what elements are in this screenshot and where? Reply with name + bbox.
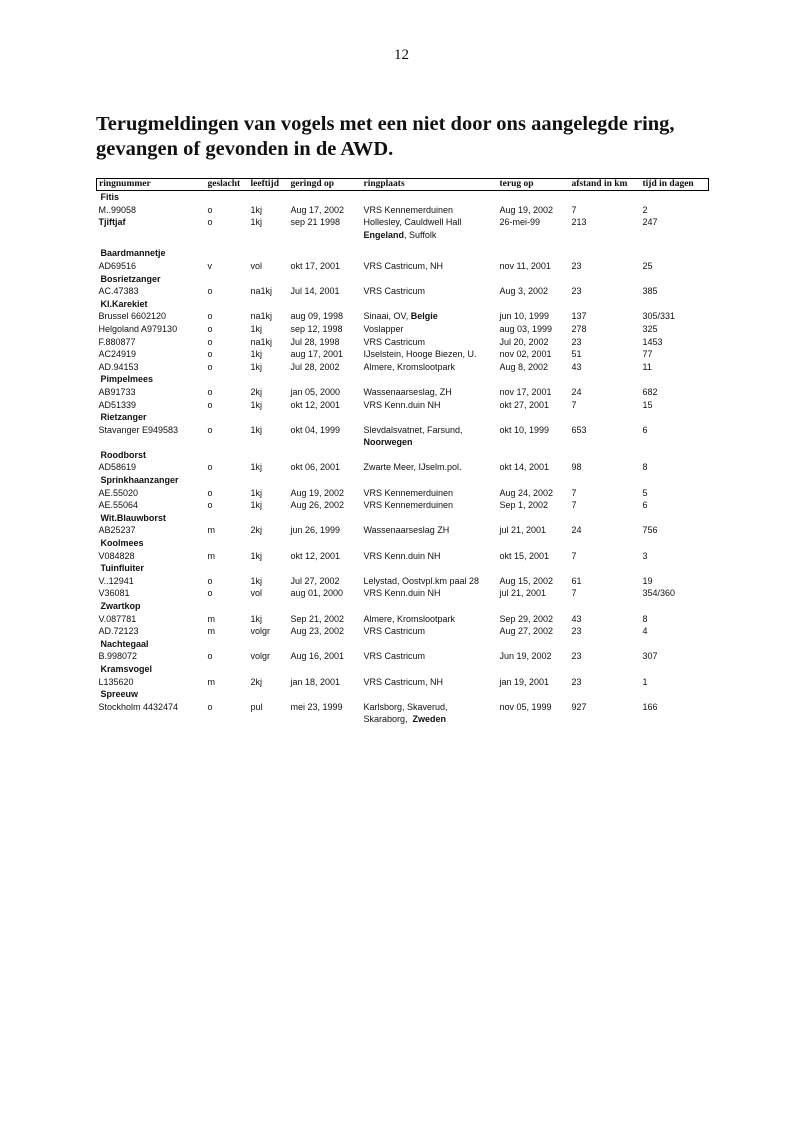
ring-recoveries-table <box>96 178 709 726</box>
cell-time-days: 19 <box>642 575 653 586</box>
cell-ring-number: AD69516 <box>98 260 137 271</box>
cell-ringed-date: Aug 17, 2002 <box>290 204 345 215</box>
cell-time-days: 8 <box>642 613 648 624</box>
empty-cell <box>249 436 289 449</box>
cell-time-days: 305/331 <box>642 311 676 322</box>
species-heading-row <box>97 562 709 575</box>
table-row <box>97 524 709 537</box>
cell-recovery-date: Aug 24, 2002 <box>499 487 554 498</box>
cell-age: na1kj <box>250 336 273 347</box>
cell-ring-number: Helgoland A979130 <box>98 323 178 334</box>
cell-ring-number: AD51339 <box>98 399 137 410</box>
table-row <box>97 216 709 229</box>
cell-ring-location: VRS Kenn.duin NH <box>363 399 441 410</box>
cell-ringed-date: jan 18, 2001 <box>290 676 341 687</box>
cell-recovery-date: jun 10, 1999 <box>499 311 550 322</box>
empty-cell <box>249 713 289 726</box>
cell-ring-number: AC.47383 <box>98 286 139 297</box>
cell-age: 2kj <box>250 386 263 397</box>
species-name: Zwartkop <box>100 601 141 611</box>
species-heading-row <box>97 191 709 204</box>
table-row <box>97 499 709 512</box>
cell-ringed-date: aug 09, 1998 <box>290 311 344 322</box>
cell-sex: o <box>207 217 213 228</box>
table-row <box>97 550 709 563</box>
cell-ringed-date: Aug 23, 2002 <box>290 626 345 637</box>
cell-recovery-date: nov 11, 2001 <box>499 260 551 271</box>
species-name: Spreeuw <box>100 689 139 700</box>
table-row <box>97 260 709 273</box>
cell-age: 1kj <box>250 361 263 372</box>
ring-location-continuation <box>362 713 709 726</box>
cell-age: 1kj <box>250 204 263 215</box>
cell-recovery-date: Aug 3, 2002 <box>499 286 549 297</box>
cell-ring-location: VRS Castricum <box>363 626 426 637</box>
cell-age: 1kj <box>250 500 263 511</box>
cell-recovery-date: Aug 8, 2002 <box>499 361 549 372</box>
table-row <box>97 587 709 600</box>
species-heading-row <box>97 638 709 651</box>
cell-distance-km: 7 <box>571 500 577 511</box>
cell-sex: o <box>207 399 213 410</box>
cell-ring-location: Hollesley, Cauldwell Hall <box>363 217 462 228</box>
cell-ring-location: VRS Castricum, NH <box>363 676 444 687</box>
empty-cell <box>97 436 206 449</box>
cell-sex: m <box>207 626 215 637</box>
cell-time-days: 77 <box>642 349 653 360</box>
cell-time-days: 1 <box>642 676 648 687</box>
cell-recovery-date: Aug 19, 2002 <box>499 204 554 215</box>
table-row <box>97 285 709 298</box>
cell-time-days: 3 <box>642 550 648 561</box>
cell-ring-location: VRS Kennemerduinen <box>363 500 454 511</box>
cell-distance-km: 23 <box>571 336 582 347</box>
cell-age: 1kj <box>250 575 263 586</box>
cell-ringed-date: Jul 14, 2001 <box>290 286 340 297</box>
cell-ringed-date: okt 12, 2001 <box>290 399 341 410</box>
cell-sex: m <box>207 676 215 687</box>
cell-distance-km: 61 <box>571 575 582 586</box>
page-title: Terugmeldingen van vogels met een niet door ons aangelegde ring, gevangen of gevonden in de AWD. <box>96 113 675 160</box>
cell-ring-location: VRS Kenn.duin NH <box>363 588 441 599</box>
cell-time-days: 2 <box>642 204 648 215</box>
species-name: Nachtegaal <box>100 638 149 649</box>
cell-sex: o <box>207 462 213 473</box>
cell-ring-number: V..12941 <box>98 575 134 586</box>
country-name: Zweden <box>412 714 447 725</box>
cell-age: 1kj <box>250 349 263 360</box>
cell-ringed-date: jan 05, 2000 <box>290 386 341 397</box>
cell-sex: o <box>207 701 213 712</box>
species-heading-row <box>97 449 709 462</box>
location-prefix: Skaraborg, <box>363 714 413 725</box>
cell-ring-location: Karlsborg, Skaverud, <box>363 701 448 712</box>
species-name: Kl.Karekiet <box>100 298 148 309</box>
cell-ringed-date: aug 17, 2001 <box>290 349 344 360</box>
cell-time-days: 25 <box>642 260 653 271</box>
ring-location-text: Sinaai, OV, <box>363 311 411 322</box>
species-heading-row <box>97 512 709 525</box>
cell-ringed-date: mei 23, 1999 <box>290 701 343 712</box>
cell-age: na1kj <box>250 286 273 297</box>
location-continuation-row <box>97 713 709 726</box>
cell-ring-number: L135620 <box>98 676 134 687</box>
species-heading-row <box>97 298 709 311</box>
cell-ring-number: Brussel 6602120 <box>98 311 167 322</box>
cell-ring-location: VRS Kennemerduinen <box>363 487 454 498</box>
cell-recovery-date: nov 02, 2001 <box>499 349 552 360</box>
cell-ringed-date: okt 06, 2001 <box>290 462 341 473</box>
location-continuation-row <box>97 436 709 449</box>
cell-ring-location: Slevdalsvatnet, Farsund, <box>363 424 463 435</box>
cell-age: 1kj <box>250 487 263 498</box>
empty-cell <box>97 229 206 242</box>
cell-ring-location: Lelystad, Oostvpl.km paal 28 <box>363 575 480 586</box>
species-name: Wit.Blauwborst <box>100 512 166 523</box>
species-heading-row <box>97 373 709 386</box>
species-heading-row <box>97 273 709 286</box>
cell-ringed-date: Aug 16, 2001 <box>290 651 345 662</box>
table-row <box>97 348 709 361</box>
table-row <box>97 613 709 626</box>
page-number: 12 <box>394 47 409 63</box>
table-row <box>97 461 709 474</box>
cell-ring-number: M..99058 <box>98 204 137 215</box>
cell-ringed-date: Jul 28, 1998 <box>290 336 340 347</box>
species-name: Baardmannetje <box>100 248 166 259</box>
cell-sex: m <box>207 525 215 536</box>
cell-ring-number: AD58619 <box>98 462 137 473</box>
cell-ring-number: F.880877 <box>98 336 136 347</box>
cell-recovery-date: 26-mei-99 <box>499 217 541 228</box>
cell-sex: o <box>207 204 213 215</box>
ring-location-continuation <box>362 229 709 242</box>
cell-time-days: 682 <box>642 386 658 397</box>
cell-ring-number: AB25237 <box>98 525 136 536</box>
table-row <box>97 386 709 399</box>
cell-sex: m <box>207 613 215 624</box>
cell-recovery-date: jul 21, 2001 <box>499 525 547 536</box>
cell-recovery-date: Sep 29, 2002 <box>499 613 554 624</box>
species-heading-row <box>97 600 709 613</box>
table-row <box>97 701 709 714</box>
cell-distance-km: 43 <box>571 613 582 624</box>
cell-ringed-date: sep 21 1998 <box>290 217 341 228</box>
cell-distance-km: 43 <box>571 361 582 372</box>
cell-ring-location: VRS Kennemerduinen <box>363 204 454 215</box>
table-row <box>97 323 709 336</box>
empty-cell <box>249 229 289 242</box>
species-heading-row <box>97 663 709 676</box>
location-suffix: , Suffolk <box>404 229 437 240</box>
table-header-row <box>97 179 709 191</box>
cell-distance-km: 23 <box>571 676 582 687</box>
cell-distance-km: 24 <box>571 386 582 397</box>
column-header-geslacht: geslacht <box>206 179 249 191</box>
cell-sex: o <box>207 487 213 498</box>
cell-distance-km: 7 <box>571 399 577 410</box>
cell-age: 1kj <box>250 323 263 334</box>
species-heading-row <box>97 688 709 701</box>
cell-sex: m <box>207 550 215 561</box>
cell-ring-location: Voslapper <box>363 323 404 334</box>
cell-sex: o <box>207 311 213 322</box>
cell-time-days: 11 <box>642 361 652 372</box>
column-header-leeftijd: leeftijd <box>249 179 289 191</box>
cell-ring-location: Almere, Kromslootpark <box>363 613 456 624</box>
cell-sex: o <box>207 500 213 511</box>
cell-sex: o <box>207 349 213 360</box>
cell-recovery-date: okt 15, 2001 <box>499 550 550 561</box>
species-heading-row <box>97 247 709 260</box>
cell-recovery-date: jan 19, 2001 <box>499 676 550 687</box>
cell-sex: o <box>207 386 213 397</box>
cell-time-days: 166 <box>642 701 658 712</box>
empty-cell <box>289 713 362 726</box>
species-heading-row <box>97 411 709 424</box>
cell-time-days: 325 <box>642 323 658 334</box>
empty-cell <box>206 713 249 726</box>
empty-cell <box>289 229 362 242</box>
species-heading-row <box>97 474 709 487</box>
cell-recovery-date: okt 14, 2001 <box>499 462 550 473</box>
cell-distance-km: 51 <box>571 349 582 360</box>
species-name: Bosrietzanger <box>100 273 161 284</box>
empty-cell <box>206 436 249 449</box>
cell-distance-km: 23 <box>571 626 582 637</box>
cell-distance-km: 7 <box>571 550 577 561</box>
species-name: Pimpelmees <box>100 374 154 385</box>
cell-sex: o <box>207 286 213 297</box>
species-heading-row <box>97 537 709 550</box>
cell-ring-number: AB91733 <box>98 386 136 397</box>
cell-distance-km: 23 <box>571 651 582 662</box>
table-row <box>97 650 709 663</box>
cell-distance-km: 98 <box>571 462 582 473</box>
cell-recovery-date: okt 10, 1999 <box>499 424 550 435</box>
cell-distance-km: 23 <box>571 260 582 271</box>
cell-distance-km: 278 <box>571 323 587 334</box>
cell-ringed-date: Sep 21, 2002 <box>290 613 345 624</box>
cell-time-days: 1453 <box>642 336 663 347</box>
country-name: Engeland <box>363 229 405 240</box>
cell-ring-number: AD.72123 <box>98 626 139 637</box>
cell-age: 1kj <box>250 399 263 410</box>
cell-distance-km: 24 <box>571 525 582 536</box>
cell-ring-location: Almere, Kromslootpark <box>363 361 456 372</box>
cell-age: 1kj <box>250 613 263 624</box>
cell-age: 1kj <box>250 462 263 473</box>
cell-time-days: 756 <box>642 525 658 536</box>
cell-ring-location: IJselstein, Hooge Biezen, U. <box>363 349 477 360</box>
cell-ringed-date: Aug 19, 2002 <box>290 487 345 498</box>
location-continuation-row <box>97 229 709 242</box>
species-name: Rietzanger <box>100 412 147 423</box>
cell-ring-location: Wassenaarseslag ZH <box>363 525 450 536</box>
cell-age: na1kj <box>250 311 273 322</box>
column-header-tijd: tijd in dagen <box>641 179 709 191</box>
empty-cell <box>289 436 362 449</box>
cell-distance-km: 213 <box>571 217 587 228</box>
cell-sex: o <box>207 588 213 599</box>
species-name: Kramsvogel <box>100 663 153 674</box>
cell-recovery-date: okt 27, 2001 <box>499 399 550 410</box>
cell-ring-location: VRS Kenn.duin NH <box>363 550 441 561</box>
table-row <box>97 625 709 638</box>
cell-age: 2kj <box>250 525 263 536</box>
cell-ringed-date: okt 12, 2001 <box>290 550 341 561</box>
table-row <box>97 204 709 217</box>
cell-sex: o <box>207 424 213 435</box>
cell-ringed-date: sep 12, 1998 <box>290 323 343 334</box>
country-name: Belgie <box>410 311 438 322</box>
cell-ring-number: AD.94153 <box>98 361 139 372</box>
cell-time-days: 6 <box>642 424 648 435</box>
cell-distance-km: 137 <box>571 311 587 322</box>
cell-age: pul <box>250 701 263 712</box>
cell-recovery-date: Sep 1, 2002 <box>499 500 549 511</box>
cell-time-days: 385 <box>642 286 658 297</box>
cell-ringed-date: okt 04, 1999 <box>290 424 341 435</box>
cell-time-days: 247 <box>642 217 658 228</box>
cell-ring-number: V084828 <box>98 550 135 561</box>
cell-ring-location: Wassenaarseslag, ZH <box>363 386 452 397</box>
cell-age: volgr <box>250 651 271 662</box>
cell-distance-km: 653 <box>571 424 587 435</box>
cell-ringed-date: Jul 27, 2002 <box>290 575 340 586</box>
column-header-geringd-op: geringd op <box>289 179 362 191</box>
column-header-ringplaats: ringplaats <box>362 179 498 191</box>
cell-recovery-date: Aug 27, 2002 <box>499 626 554 637</box>
cell-recovery-date: nov 05, 1999 <box>499 701 552 712</box>
cell-time-days: 15 <box>642 399 653 410</box>
cell-recovery-date: nov 17, 2001 <box>499 386 552 397</box>
cell-ringed-date: Jul 28, 2002 <box>290 361 340 372</box>
cell-ring-number: B.998072 <box>98 651 138 662</box>
cell-ringed-date: aug 01, 2000 <box>290 588 344 599</box>
table-row <box>97 487 709 500</box>
cell-recovery-date: aug 03, 1999 <box>499 323 553 334</box>
cell-time-days: 354/360 <box>642 588 676 599</box>
cell-distance-km: 23 <box>571 286 582 297</box>
cell-age: 1kj <box>250 424 263 435</box>
cell-time-days: 8 <box>642 462 648 473</box>
cell-ring-location: VRS Castricum <box>363 286 426 297</box>
table-row <box>97 361 709 374</box>
cell-time-days: 307 <box>642 651 658 662</box>
table-row <box>97 310 709 323</box>
cell-ring-location: Zwarte Meer, IJselm.pol. <box>363 462 462 473</box>
cell-sex: o <box>207 336 213 347</box>
cell-recovery-date: Aug 15, 2002 <box>499 575 554 586</box>
cell-ring-number: Stockholm 4432474 <box>98 701 179 712</box>
cell-sex: o <box>207 651 213 662</box>
cell-ring-number: Tjiftjaf <box>98 217 126 228</box>
species-name: Fitis <box>100 192 120 202</box>
column-header-afstand: afstand in km <box>570 179 641 191</box>
cell-sex: o <box>207 323 213 334</box>
table-row <box>97 424 709 437</box>
cell-sex: o <box>207 575 213 586</box>
cell-sex: o <box>207 361 213 372</box>
cell-distance-km: 7 <box>571 487 577 498</box>
cell-distance-km: 7 <box>571 588 577 599</box>
column-header-ringnummer: ringnummer <box>97 179 206 191</box>
cell-age: 1kj <box>250 550 263 561</box>
cell-ring-location: VRS Castricum, NH <box>363 260 444 271</box>
cell-recovery-date: Jun 19, 2002 <box>499 651 552 662</box>
cell-ring-location <box>362 310 498 323</box>
cell-ringed-date: okt 17, 2001 <box>290 260 341 271</box>
species-name: Tuinfluiter <box>100 563 144 574</box>
cell-age: 1kj <box>250 217 263 228</box>
cell-ring-number: AE.55020 <box>98 487 139 498</box>
empty-cell <box>97 713 206 726</box>
species-name: Sprinkhaanzanger <box>100 475 179 486</box>
cell-ring-number: AC24919 <box>98 349 137 360</box>
table-row <box>97 336 709 349</box>
table-row <box>97 575 709 588</box>
cell-ring-number: V.087781 <box>98 613 137 624</box>
cell-age: vol <box>250 588 263 599</box>
cell-time-days: 4 <box>642 626 648 637</box>
cell-age: 2kj <box>250 676 263 687</box>
cell-time-days: 5 <box>642 487 648 498</box>
cell-distance-km: 927 <box>571 701 587 712</box>
cell-age: volgr <box>250 626 271 637</box>
cell-recovery-date: Jul 20, 2002 <box>499 336 549 347</box>
cell-recovery-date: jul 21, 2001 <box>499 588 547 599</box>
cell-ring-location: VRS Castricum <box>363 336 426 347</box>
table-row <box>97 399 709 412</box>
species-name: Roodborst <box>100 449 146 460</box>
table-body <box>97 191 709 726</box>
cell-ringed-date: Aug 26, 2002 <box>290 500 345 511</box>
empty-cell <box>206 229 249 242</box>
cell-ring-location: VRS Castricum <box>363 651 426 662</box>
table-row <box>97 676 709 689</box>
cell-time-days: 6 <box>642 500 648 511</box>
ring-location-continuation <box>362 436 709 449</box>
cell-age: vol <box>250 260 263 271</box>
cell-ring-number: AE.55064 <box>98 500 139 511</box>
cell-sex: v <box>207 260 212 271</box>
cell-ring-number: Stavanger E949583 <box>98 424 179 435</box>
column-header-terug-op: terug op <box>498 179 570 191</box>
cell-distance-km: 7 <box>571 204 577 215</box>
cell-ring-number: V36081 <box>98 588 130 599</box>
species-name: Koolmees <box>100 538 144 549</box>
country-name: Noorwegen <box>363 437 413 448</box>
cell-ringed-date: jun 26, 1999 <box>290 525 341 536</box>
